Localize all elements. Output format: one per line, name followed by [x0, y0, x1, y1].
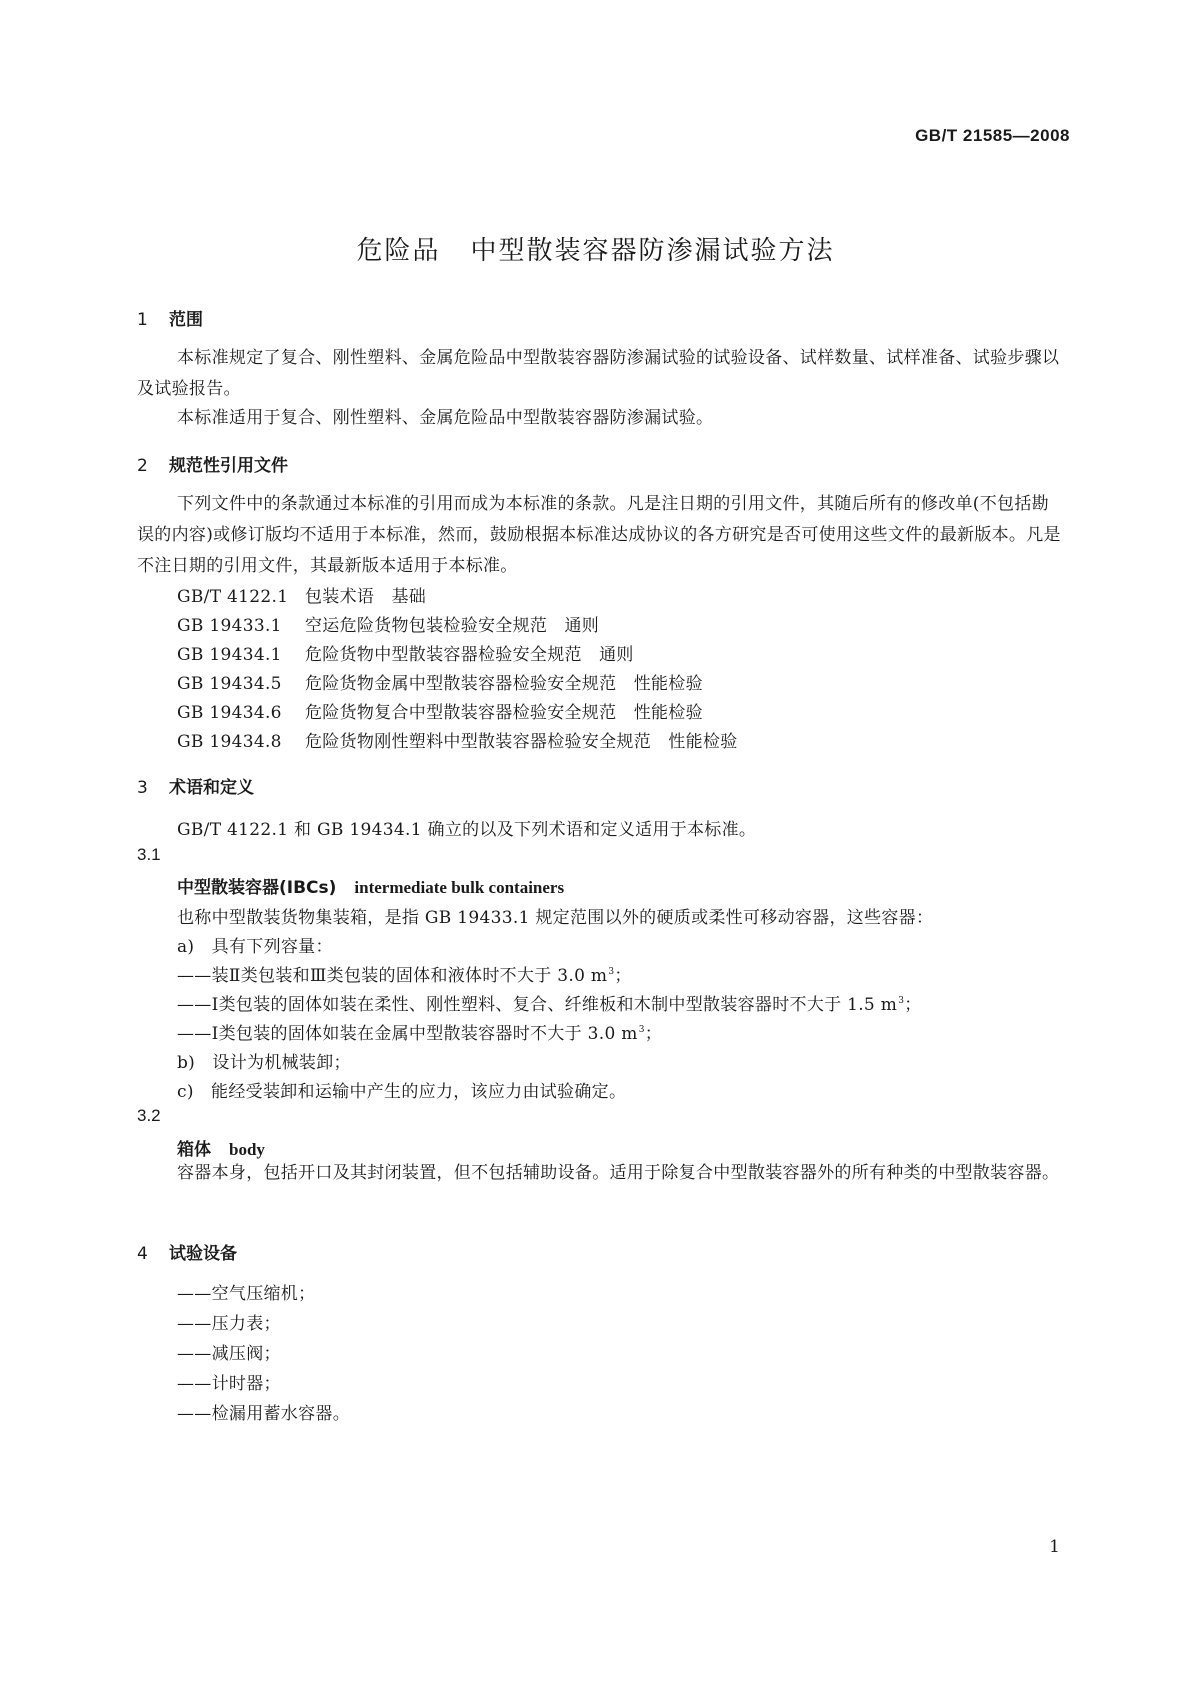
- equipment-item: ——压力表；: [177, 1314, 281, 1334]
- term-3-1-item-c: c) 能经受装卸和运输中产生的应力，该应力由试验确定。: [177, 1082, 627, 1102]
- term-3-1-item-a: a) 具有下列容量：: [177, 937, 333, 957]
- reference-item: GB 19434.5 危险货物金属中型散装容器检验安全规范 性能检验: [177, 674, 703, 694]
- section-3-heading: 3 术语和定义: [137, 778, 254, 798]
- reference-item: GB 19434.6 危险货物复合中型散装容器检验安全规范 性能检验: [177, 703, 703, 723]
- term-3-1-definition: 也称中型散装货物集装箱，是指 GB 19433.1 规定范围以外的硬质或柔性可移动容器，这些容器：: [177, 908, 934, 928]
- section-1-paragraph-1: 本标准规定了复合、刚性塑料、金属危险品中型散装容器防渗漏试验的试验设备、试样数量、试样准备、试验步骤以及试验报告。: [137, 348, 1060, 399]
- reference-item: GB 19434.8 危险货物刚性塑料中型散装容器检验安全规范 性能检验: [177, 732, 738, 752]
- section-1-paragraph-2: 本标准适用于复合、刚性塑料、金属危险品中型散装容器防渗漏试验。: [177, 408, 714, 428]
- term-3-1-item-a2: ——Ⅰ类包装的固体如装在柔性、刚性塑料、复合、纤维板和木制中型散装容器时不大于 1.5 $m^3$；: [177, 995, 922, 1015]
- title-part1: 危险品: [356, 236, 441, 266]
- term-3-1-item-a3: ——Ⅰ类包装的固体如装在金属中型散装容器时不大于 3.0 $m^3$；: [177, 1024, 663, 1044]
- standard-code: GB/T 21585—2008: [915, 126, 1070, 145]
- reference-item: GB/T 4122.1 包装术语 基础: [177, 587, 427, 607]
- reference-item: GB 19434.1 危险货物中型散装容器检验安全规范 通则: [177, 645, 634, 665]
- term-3-1-number: 3.1: [137, 845, 161, 864]
- term-3-2-title: 箱体 body: [177, 1140, 265, 1160]
- section-4-heading: 4 试验设备: [137, 1244, 237, 1264]
- title-part2: 中型散装容器防渗漏试验方法: [470, 236, 835, 266]
- reference-item: GB 19433.1 空运危险货物包装检验安全规范 通则: [177, 616, 600, 636]
- term-3-1-item-a1: ——装Ⅱ类包装和Ⅲ类包装的固体和液体时不大于 3.0 $m^3$；: [177, 966, 632, 986]
- equipment-item: ——减压阀；: [177, 1344, 281, 1364]
- section-1-heading: 1 范围: [137, 310, 203, 330]
- term-3-1-title: 中型散装容器(IBCs) intermediate bulk containers: [177, 878, 565, 898]
- equipment-item: ——检漏用蓄水容器。: [177, 1404, 350, 1424]
- equipment-item: ——计时器；: [177, 1374, 281, 1394]
- term-3-1-item-b: b) 设计为机械装卸；: [177, 1053, 351, 1073]
- term-3-2-number: 3.2: [137, 1106, 161, 1125]
- section-2-paragraph: 下列文件中的条款通过本标准的引用而成为本标准的条款。凡是注日期的引用文件，其随后所有的修改单(不包括勘误的内容)或修订版均不适用于本标准，然而，鼓励根据本标准达成协议的各方研究是否可使用这些文件的最新版本。凡是不注日期的引用文件，其最新版本适用于本标准。: [137, 494, 1061, 576]
- term-3-2-definition: 容器本身，包括开口及其封闭装置，但不包括辅助设备。适用于除复合中型散装容器外的所有种类的中型散装容器。: [177, 1163, 1060, 1183]
- page-number: 1: [1049, 1537, 1060, 1557]
- equipment-item: ——空气压缩机；: [177, 1284, 316, 1304]
- section-2-heading: 2 规范性引用文件: [137, 456, 288, 476]
- section-3-intro: GB/T 4122.1 和 GB 19434.1 确立的以及下列术语和定义适用于本标准。: [177, 820, 757, 840]
- document-title: [0, 230, 1191, 267]
